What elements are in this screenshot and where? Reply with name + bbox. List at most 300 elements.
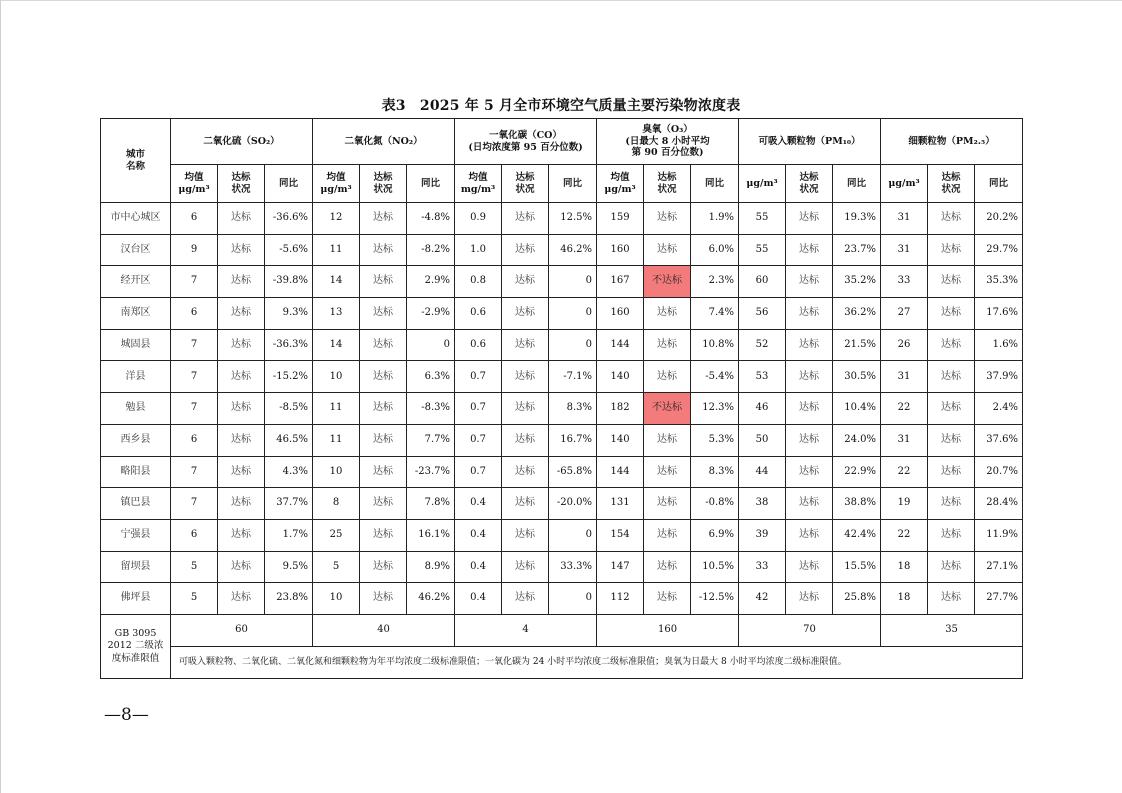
- no2-mean-cell: 13: [313, 298, 360, 330]
- table-row: [101, 203, 1023, 235]
- table-title: 表3 2025 年 5 月全市环境空气质量主要污染物浓度表: [381, 98, 741, 114]
- pm10-mean-cell: 39: [739, 519, 786, 551]
- pm10-mean-cell: 60: [739, 266, 786, 298]
- pm25-status-cell: 达标: [928, 266, 975, 298]
- o3-mean-cell: 144: [597, 329, 644, 361]
- pm25-status-cell: 达标: [928, 329, 975, 361]
- o3-mean-cell: 167: [597, 266, 644, 298]
- no2-yoy-cell: 0: [407, 329, 455, 361]
- pm10-status-cell: 达标: [786, 266, 833, 298]
- pm10-yoy-cell: 42.4%: [833, 519, 881, 551]
- so2-mean-cell: 6: [171, 519, 218, 551]
- page-left-edge: [0, 0, 1, 793]
- so2-yoy-cell: 37.7%: [265, 488, 313, 520]
- so2-yoy-cell: 9.5%: [265, 551, 313, 583]
- pm25-yoy-cell: 35.3%: [975, 266, 1023, 298]
- pm10-status-cell: 达标: [786, 393, 833, 425]
- city-name-cell: 勉县: [101, 393, 171, 425]
- pm10-yoy-cell: 22.9%: [833, 456, 881, 488]
- o3-status-cell: 不达标: [644, 393, 691, 425]
- so2-status-cell: 达标: [218, 329, 265, 361]
- pm10-status-cell: 达标: [786, 361, 833, 393]
- pm25-mean-subheader: μg/m³: [881, 165, 928, 203]
- city-name-cell: 佛坪县: [101, 583, 171, 615]
- o3-status-cell: 达标: [644, 203, 691, 235]
- co-status-cell: 达标: [502, 266, 549, 298]
- pm25-mean-cell: 27: [881, 298, 928, 330]
- page-number: —8—: [104, 705, 149, 725]
- pm25-mean-cell: 19: [881, 488, 928, 520]
- no2-yoy-cell: 7.7%: [407, 424, 455, 456]
- pm25-status-cell: 达标: [928, 519, 975, 551]
- o3-status-cell: 达标: [644, 298, 691, 330]
- pm25-yoy-cell: 37.6%: [975, 424, 1023, 456]
- so2-yoy-cell: 9.3%: [265, 298, 313, 330]
- city-column-header: 城市 名称: [101, 119, 171, 203]
- co-status-cell: 达标: [502, 551, 549, 583]
- o3-yoy-cell: -12.5%: [691, 583, 739, 615]
- so2-status-cell: 达标: [218, 298, 265, 330]
- table-row: [101, 551, 1023, 583]
- so2-yoy-subheader: 同比: [265, 165, 313, 203]
- pm10-mean-subheader: μg/m³: [739, 165, 786, 203]
- so2-header: 二氧化硫（SO₂）: [171, 119, 313, 165]
- pm10-yoy-cell: 36.2%: [833, 298, 881, 330]
- header-row-pollutants: [101, 119, 1023, 165]
- o3-status-cell: 达标: [644, 361, 691, 393]
- table-body: [101, 203, 1023, 615]
- co-status-cell: 达标: [502, 488, 549, 520]
- co-mean-cell: 0.6: [455, 298, 502, 330]
- no2-mean-cell: 10: [313, 361, 360, 393]
- pm10-yoy-cell: 25.8%: [833, 583, 881, 615]
- no2-yoy-cell: -8.3%: [407, 393, 455, 425]
- city-name-cell: 西乡县: [101, 424, 171, 456]
- pm25-yoy-cell: 37.9%: [975, 361, 1023, 393]
- pm25-yoy-cell: 27.1%: [975, 551, 1023, 583]
- o3-mean-cell: 112: [597, 583, 644, 615]
- no2-status-cell: 达标: [360, 203, 407, 235]
- city-name-cell: 城固县: [101, 329, 171, 361]
- pm25-mean-cell: 26: [881, 329, 928, 361]
- co-mean-cell: 0.9: [455, 203, 502, 235]
- so2-yoy-cell: 1.7%: [265, 519, 313, 551]
- no2-mean-cell: 14: [313, 329, 360, 361]
- o3-status-cell: 达标: [644, 551, 691, 583]
- note-row: [101, 646, 1023, 678]
- no2-status-cell: 达标: [360, 519, 407, 551]
- o3-yoy-cell: 10.8%: [691, 329, 739, 361]
- pm25-status-cell: 达标: [928, 424, 975, 456]
- so2-mean-cell: 7: [171, 361, 218, 393]
- no2-mean-cell: 11: [313, 424, 360, 456]
- co-yoy-cell: 46.2%: [549, 234, 597, 266]
- pm25-status-subheader: 达标 状况: [928, 165, 975, 203]
- pm10-yoy-cell: 21.5%: [833, 329, 881, 361]
- pollutant-table: [100, 118, 1023, 679]
- o3-yoy-cell: 12.3%: [691, 393, 739, 425]
- o3-yoy-cell: -5.4%: [691, 361, 739, 393]
- pm25-status-cell: 达标: [928, 361, 975, 393]
- pm10-header: 可吸入颗粒物（PM₁₀）: [739, 119, 881, 165]
- pm10-status-cell: 达标: [786, 519, 833, 551]
- table-row: [101, 393, 1023, 425]
- city-name-cell: 经开区: [101, 266, 171, 298]
- o3-mean-cell: 159: [597, 203, 644, 235]
- so2-mean-cell: 7: [171, 266, 218, 298]
- o3-mean-cell: 182: [597, 393, 644, 425]
- o3-mean-cell: 147: [597, 551, 644, 583]
- co-yoy-cell: -65.8%: [549, 456, 597, 488]
- pm25-mean-cell: 31: [881, 424, 928, 456]
- no2-mean-cell: 11: [313, 234, 360, 266]
- pm25-mean-cell: 22: [881, 519, 928, 551]
- so2-mean-cell: 6: [171, 203, 218, 235]
- pm25-header: 细颗粒物（PM₂.₅）: [881, 119, 1023, 165]
- o3-mean-cell: 131: [597, 488, 644, 520]
- standard-section: [101, 614, 1023, 678]
- table-row: [101, 234, 1023, 266]
- pm25-status-cell: 达标: [928, 393, 975, 425]
- standard-row: [101, 614, 1023, 646]
- page-top-edge: [0, 0, 1122, 1]
- so2-yoy-cell: -39.8%: [265, 266, 313, 298]
- no2-yoy-cell: 7.8%: [407, 488, 455, 520]
- table-row: [101, 583, 1023, 615]
- so2-status-cell: 达标: [218, 551, 265, 583]
- pm25-mean-cell: 22: [881, 393, 928, 425]
- o3-mean-cell: 160: [597, 298, 644, 330]
- co-status-cell: 达标: [502, 203, 549, 235]
- no2-status-cell: 达标: [360, 329, 407, 361]
- city-name-cell: 宁强县: [101, 519, 171, 551]
- co-mean-cell: 0.7: [455, 424, 502, 456]
- co-yoy-subheader: 同比: [549, 165, 597, 203]
- co-yoy-cell: 33.3%: [549, 551, 597, 583]
- pm25-mean-cell: 33: [881, 266, 928, 298]
- pm10-mean-cell: 55: [739, 234, 786, 266]
- so2-mean-cell: 7: [171, 488, 218, 520]
- pm10-yoy-cell: 23.7%: [833, 234, 881, 266]
- pm10-yoy-cell: 35.2%: [833, 266, 881, 298]
- table-row: [101, 329, 1023, 361]
- pm25-yoy-cell: 2.4%: [975, 393, 1023, 425]
- o3-yoy-subheader: 同比: [691, 165, 739, 203]
- pm10-status-cell: 达标: [786, 551, 833, 583]
- no2-mean-cell: 11: [313, 393, 360, 425]
- pm10-mean-cell: 38: [739, 488, 786, 520]
- co-mean-cell: 0.7: [455, 361, 502, 393]
- no2-yoy-cell: -23.7%: [407, 456, 455, 488]
- table-row: [101, 519, 1023, 551]
- so2-mean-cell: 6: [171, 298, 218, 330]
- pm25-status-cell: 达标: [928, 456, 975, 488]
- co-status-cell: 达标: [502, 361, 549, 393]
- pm25-status-cell: 达标: [928, 203, 975, 235]
- so2-yoy-cell: -5.6%: [265, 234, 313, 266]
- pm10-yoy-cell: 30.5%: [833, 361, 881, 393]
- co-mean-cell: 0.7: [455, 456, 502, 488]
- no2-yoy-cell: 46.2%: [407, 583, 455, 615]
- pm25-yoy-cell: 20.7%: [975, 456, 1023, 488]
- pm25-yoy-cell: 27.7%: [975, 583, 1023, 615]
- table-row: [101, 488, 1023, 520]
- pm25-yoy-cell: 29.7%: [975, 234, 1023, 266]
- o3-mean-cell: 160: [597, 234, 644, 266]
- city-name-cell: 洋县: [101, 361, 171, 393]
- no2-status-cell: 达标: [360, 583, 407, 615]
- co-mean-cell: 0.4: [455, 583, 502, 615]
- pm10-mean-cell: 56: [739, 298, 786, 330]
- no2-status-cell: 达标: [360, 551, 407, 583]
- so2-mean-cell: 5: [171, 583, 218, 615]
- pm25-yoy-cell: 28.4%: [975, 488, 1023, 520]
- o3-header: 臭氧（O₃） (日最大 8 小时平均 第 90 百分位数): [597, 119, 739, 165]
- table-row: [101, 456, 1023, 488]
- co-mean-subheader: 均值 mg/m³: [455, 165, 502, 203]
- standard-label: GB 3095 2012 二级浓 度标准限值: [101, 614, 171, 678]
- pm25-status-cell: 达标: [928, 298, 975, 330]
- pm25-yoy-cell: 17.6%: [975, 298, 1023, 330]
- header-row-subcolumns: [101, 165, 1023, 203]
- no2-header: 二氧化氮（NO₂）: [313, 119, 455, 165]
- so2-status-cell: 达标: [218, 488, 265, 520]
- o3-status-cell: 达标: [644, 329, 691, 361]
- so2-status-subheader: 达标 状况: [218, 165, 265, 203]
- so2-yoy-cell: 46.5%: [265, 424, 313, 456]
- co-status-subheader: 达标 状况: [502, 165, 549, 203]
- so2-yoy-cell: -36.6%: [265, 203, 313, 235]
- so2-mean-cell: 7: [171, 329, 218, 361]
- so2-yoy-cell: 23.8%: [265, 583, 313, 615]
- pm10-status-cell: 达标: [786, 329, 833, 361]
- o3-status-cell: 达标: [644, 488, 691, 520]
- pm10-mean-cell: 33: [739, 551, 786, 583]
- so2-status-cell: 达标: [218, 583, 265, 615]
- pm10-status-cell: 达标: [786, 203, 833, 235]
- pm25-status-cell: 达标: [928, 583, 975, 615]
- so2-yoy-cell: -36.3%: [265, 329, 313, 361]
- o3-status-cell: 达标: [644, 424, 691, 456]
- no2-status-cell: 达标: [360, 456, 407, 488]
- pm10-mean-cell: 42: [739, 583, 786, 615]
- pm10-mean-cell: 44: [739, 456, 786, 488]
- o3-yoy-cell: 7.4%: [691, 298, 739, 330]
- co-yoy-cell: 0: [549, 519, 597, 551]
- so2-yoy-cell: -15.2%: [265, 361, 313, 393]
- co-status-cell: 达标: [502, 234, 549, 266]
- so2-mean-cell: 7: [171, 456, 218, 488]
- so2-mean-cell: 6: [171, 424, 218, 456]
- pm25-status-cell: 达标: [928, 488, 975, 520]
- co-status-cell: 达标: [502, 519, 549, 551]
- pm10-yoy-cell: 19.3%: [833, 203, 881, 235]
- co-yoy-cell: 0: [549, 583, 597, 615]
- no2-yoy-cell: -8.2%: [407, 234, 455, 266]
- co-mean-cell: 0.4: [455, 519, 502, 551]
- co-mean-cell: 0.8: [455, 266, 502, 298]
- so2-mean-cell: 7: [171, 393, 218, 425]
- pm10-mean-cell: 52: [739, 329, 786, 361]
- co-status-cell: 达标: [502, 456, 549, 488]
- no2-status-cell: 达标: [360, 393, 407, 425]
- no2-status-cell: 达标: [360, 424, 407, 456]
- city-name-cell: 留坝县: [101, 551, 171, 583]
- co-yoy-cell: 12.5%: [549, 203, 597, 235]
- pm25-mean-cell: 31: [881, 361, 928, 393]
- o3-mean-cell: 140: [597, 424, 644, 456]
- pm10-status-cell: 达标: [786, 234, 833, 266]
- pm10-status-cell: 达标: [786, 424, 833, 456]
- pm10-yoy-cell: 24.0%: [833, 424, 881, 456]
- pm10-mean-cell: 55: [739, 203, 786, 235]
- no2-status-cell: 达标: [360, 234, 407, 266]
- o3-status-cell: 达标: [644, 519, 691, 551]
- no2-standard-value: 40: [313, 614, 455, 646]
- city-name-cell: 市中心城区: [101, 203, 171, 235]
- o3-mean-cell: 154: [597, 519, 644, 551]
- o3-status-cell: 达标: [644, 456, 691, 488]
- o3-status-cell: 达标: [644, 234, 691, 266]
- o3-status-cell: 达标: [644, 583, 691, 615]
- pm10-status-cell: 达标: [786, 298, 833, 330]
- co-header: 一氧化碳（CO） (日均浓度第 95 百分位数): [455, 119, 597, 165]
- o3-yoy-cell: 1.9%: [691, 203, 739, 235]
- co-mean-cell: 0.4: [455, 551, 502, 583]
- pm10-status-cell: 达标: [786, 456, 833, 488]
- pm25-status-cell: 达标: [928, 234, 975, 266]
- so2-mean-cell: 9: [171, 234, 218, 266]
- pm25-mean-cell: 18: [881, 551, 928, 583]
- no2-mean-subheader: 均值 μg/m³: [313, 165, 360, 203]
- co-yoy-cell: -20.0%: [549, 488, 597, 520]
- o3-status-subheader: 达标 状况: [644, 165, 691, 203]
- table-row: [101, 266, 1023, 298]
- pm25-standard-value: 35: [881, 614, 1023, 646]
- co-status-cell: 达标: [502, 329, 549, 361]
- no2-status-cell: 达标: [360, 361, 407, 393]
- so2-status-cell: 达标: [218, 519, 265, 551]
- co-status-cell: 达标: [502, 393, 549, 425]
- pm25-yoy-subheader: 同比: [975, 165, 1023, 203]
- pm10-standard-value: 70: [739, 614, 881, 646]
- pm10-yoy-cell: 15.5%: [833, 551, 881, 583]
- o3-mean-subheader: 均值 μg/m³: [597, 165, 644, 203]
- no2-yoy-subheader: 同比: [407, 165, 455, 203]
- so2-status-cell: 达标: [218, 203, 265, 235]
- no2-yoy-cell: -4.8%: [407, 203, 455, 235]
- so2-mean-cell: 5: [171, 551, 218, 583]
- pm10-yoy-subheader: 同比: [833, 165, 881, 203]
- standard-note: 可吸入颗粒物、二氧化硫、二氧化氮和细颗粒物为年平均浓度二级标准限值；一氧化碳为 24 小时平均浓度二级标准限值；臭氧为日最大 8 小时平均浓度二级标准限值。: [171, 646, 1023, 678]
- pm25-yoy-cell: 11.9%: [975, 519, 1023, 551]
- no2-status-subheader: 达标 状况: [360, 165, 407, 203]
- co-yoy-cell: 8.3%: [549, 393, 597, 425]
- o3-mean-cell: 144: [597, 456, 644, 488]
- co-standard-value: 4: [455, 614, 597, 646]
- so2-status-cell: 达标: [218, 234, 265, 266]
- city-name-cell: 南郑区: [101, 298, 171, 330]
- pm25-status-cell: 达标: [928, 551, 975, 583]
- pm25-mean-cell: 31: [881, 203, 928, 235]
- pm10-status-subheader: 达标 状况: [786, 165, 833, 203]
- so2-status-cell: 达标: [218, 456, 265, 488]
- so2-status-cell: 达标: [218, 424, 265, 456]
- so2-status-cell: 达标: [218, 266, 265, 298]
- no2-mean-cell: 10: [313, 583, 360, 615]
- co-mean-cell: 0.4: [455, 488, 502, 520]
- o3-yoy-cell: -0.8%: [691, 488, 739, 520]
- o3-mean-cell: 140: [597, 361, 644, 393]
- co-mean-cell: 1.0: [455, 234, 502, 266]
- pm25-mean-cell: 22: [881, 456, 928, 488]
- no2-mean-cell: 12: [313, 203, 360, 235]
- no2-status-cell: 达标: [360, 266, 407, 298]
- o3-yoy-cell: 10.5%: [691, 551, 739, 583]
- pm10-mean-cell: 50: [739, 424, 786, 456]
- o3-yoy-cell: 2.3%: [691, 266, 739, 298]
- o3-yoy-cell: 5.3%: [691, 424, 739, 456]
- co-mean-cell: 0.7: [455, 393, 502, 425]
- pm10-mean-cell: 46: [739, 393, 786, 425]
- no2-yoy-cell: 2.9%: [407, 266, 455, 298]
- so2-yoy-cell: 4.3%: [265, 456, 313, 488]
- pm25-yoy-cell: 1.6%: [975, 329, 1023, 361]
- pm10-mean-cell: 53: [739, 361, 786, 393]
- no2-yoy-cell: 16.1%: [407, 519, 455, 551]
- o3-yoy-cell: 6.0%: [691, 234, 739, 266]
- no2-mean-cell: 14: [313, 266, 360, 298]
- pm25-yoy-cell: 20.2%: [975, 203, 1023, 235]
- co-status-cell: 达标: [502, 298, 549, 330]
- co-yoy-cell: -7.1%: [549, 361, 597, 393]
- so2-mean-subheader: 均值 μg/m³: [171, 165, 218, 203]
- pm10-yoy-cell: 38.8%: [833, 488, 881, 520]
- no2-status-cell: 达标: [360, 298, 407, 330]
- co-status-cell: 达标: [502, 583, 549, 615]
- no2-mean-cell: 8: [313, 488, 360, 520]
- no2-status-cell: 达标: [360, 488, 407, 520]
- co-yoy-cell: 0: [549, 266, 597, 298]
- pm25-mean-cell: 31: [881, 234, 928, 266]
- no2-mean-cell: 25: [313, 519, 360, 551]
- o3-standard-value: 160: [597, 614, 739, 646]
- no2-mean-cell: 5: [313, 551, 360, 583]
- no2-yoy-cell: 6.3%: [407, 361, 455, 393]
- table-row: [101, 361, 1023, 393]
- pm10-status-cell: 达标: [786, 583, 833, 615]
- o3-yoy-cell: 8.3%: [691, 456, 739, 488]
- city-name-cell: 镇巴县: [101, 488, 171, 520]
- so2-yoy-cell: -8.5%: [265, 393, 313, 425]
- co-yoy-cell: 16.7%: [549, 424, 597, 456]
- so2-status-cell: 达标: [218, 361, 265, 393]
- o3-yoy-cell: 6.9%: [691, 519, 739, 551]
- no2-mean-cell: 10: [313, 456, 360, 488]
- table-row: [101, 298, 1023, 330]
- so2-standard-value: 60: [171, 614, 313, 646]
- city-name-cell: 汉台区: [101, 234, 171, 266]
- no2-yoy-cell: 8.9%: [407, 551, 455, 583]
- no2-yoy-cell: -2.9%: [407, 298, 455, 330]
- pm10-status-cell: 达标: [786, 488, 833, 520]
- o3-status-cell: 不达标: [644, 266, 691, 298]
- city-name-cell: 略阳县: [101, 456, 171, 488]
- co-yoy-cell: 0: [549, 329, 597, 361]
- so2-status-cell: 达标: [218, 393, 265, 425]
- co-status-cell: 达标: [502, 424, 549, 456]
- co-mean-cell: 0.6: [455, 329, 502, 361]
